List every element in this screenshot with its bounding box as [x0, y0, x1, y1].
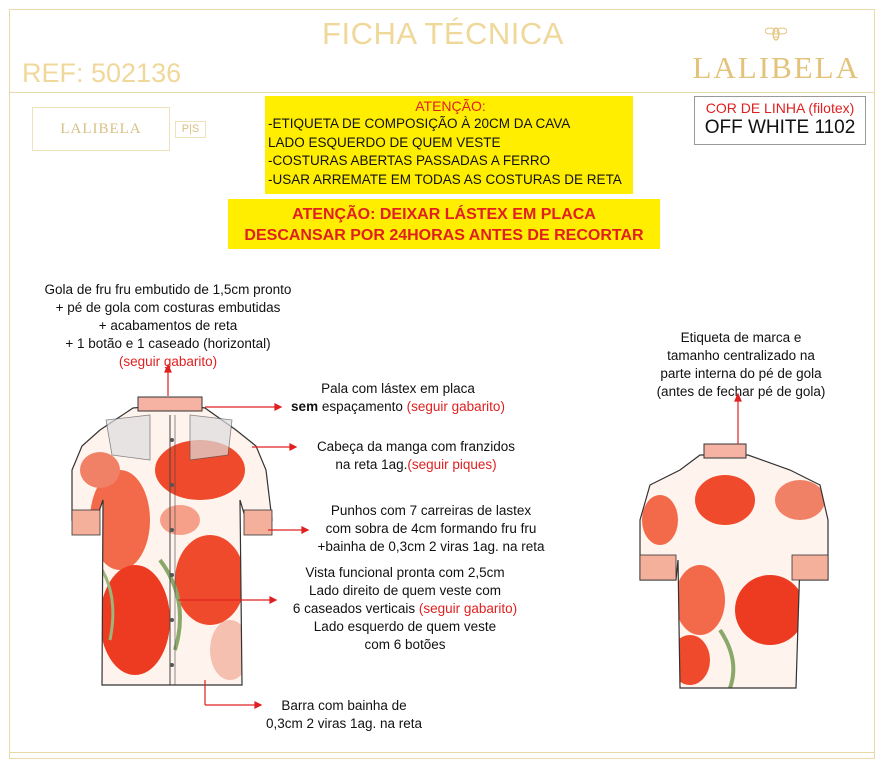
lastex-notice-line: DESCANSAR POR 24HORAS ANTES DE RECORTAR — [244, 227, 644, 244]
attention-line: -ETIQUETA DE COMPOSIÇÃO À 20CM DA CAVA — [268, 116, 571, 131]
back-blouse-icon — [630, 444, 840, 695]
yoke-annotation — [280, 380, 516, 416]
attention-line: -USAR ARREMATE EM TODAS AS COSTURAS DE RETA — [268, 171, 622, 187]
size-label-preview: P|S — [175, 121, 206, 138]
sleeve-head-text: na reta 1ag. — [335, 457, 408, 472]
sleeve-head-notch-note: (seguir piques) — [407, 457, 497, 472]
placket-text: 6 caseados verticais — [292, 601, 419, 616]
cuffs-annotation — [300, 502, 562, 556]
collar-text: + pé de gola com costuras embutidas — [55, 300, 281, 315]
sleeve-head-annotation — [300, 438, 532, 474]
attention-line: -COSTURAS ABERTAS PASSADAS A FERRO — [268, 153, 551, 168]
cuffs-text: +bainha de 0,3cm 2 viras 1ag. na reta — [317, 539, 545, 554]
collar-text: + 1 botão e 1 caseado (horizontal) — [65, 336, 271, 351]
yoke-bold-text: sem — [291, 399, 319, 414]
lastex-notice-line: ATENÇÃO: DEIXAR LÁSTEX EM PLACA — [292, 206, 596, 223]
brand-logo: LALIBELA — [692, 50, 860, 85]
collar-gabarito-note: (seguir gabarito) — [118, 354, 218, 369]
back-label-text: parte interna do pé de gola — [660, 366, 822, 381]
back-label-annotation — [636, 329, 846, 401]
collar-text: Gola de fru fru embutido de 1,5cm pronto — [44, 282, 292, 297]
placket-text: Lado esquerdo de quem veste — [313, 619, 497, 634]
hem-text: Barra com bainha de — [281, 698, 407, 713]
sleeve-head-text: Cabeça da manga com franzidos — [316, 439, 516, 454]
cuffs-text: Punhos com 7 carreiras de lastex — [330, 503, 532, 518]
attention-line: LADO ESQUERDO DE QUEM VESTE — [268, 134, 501, 150]
cuffs-text: com sobra de 4cm formando fru fru — [325, 521, 537, 536]
yoke-text: Pala com lástex em placa — [321, 381, 475, 396]
yoke-text: espaçamento — [318, 399, 407, 414]
front-blouse-icon — [60, 397, 280, 690]
thread-color-label: COR DE LINHA (filotex) — [705, 100, 855, 116]
reference-code: REF: 502136 — [22, 58, 182, 88]
yoke-gabarito-note: (seguir gabarito) — [406, 399, 505, 414]
back-label-text: tamanho centralizado na — [667, 348, 815, 363]
collar-annotation — [20, 281, 316, 371]
placket-text: com 6 botões — [364, 637, 446, 652]
placket-gabarito-note: (seguir gabarito) — [418, 601, 518, 616]
thread-color-value: OFF WHITE 1102 — [704, 117, 856, 138]
attention-heading: ATENÇÃO: — [415, 98, 486, 114]
page-title: FICHA TÉCNICA — [322, 16, 564, 51]
placket-text: Lado direito de quem veste com — [308, 583, 502, 598]
collar-text: + acabamentos de reta — [98, 318, 238, 333]
brand-label-preview: LALIBELA — [32, 107, 170, 151]
hem-annotation — [244, 697, 444, 733]
placket-text: Vista funcional pronta com 2,5cm — [305, 565, 505, 580]
placket-annotation — [262, 564, 548, 654]
hem-text: 0,3cm 2 viras 1ag. na reta — [265, 716, 423, 731]
back-label-text: Etiqueta de marca e — [680, 330, 802, 345]
back-label-text: (antes de fechar pé de gola) — [656, 384, 826, 399]
